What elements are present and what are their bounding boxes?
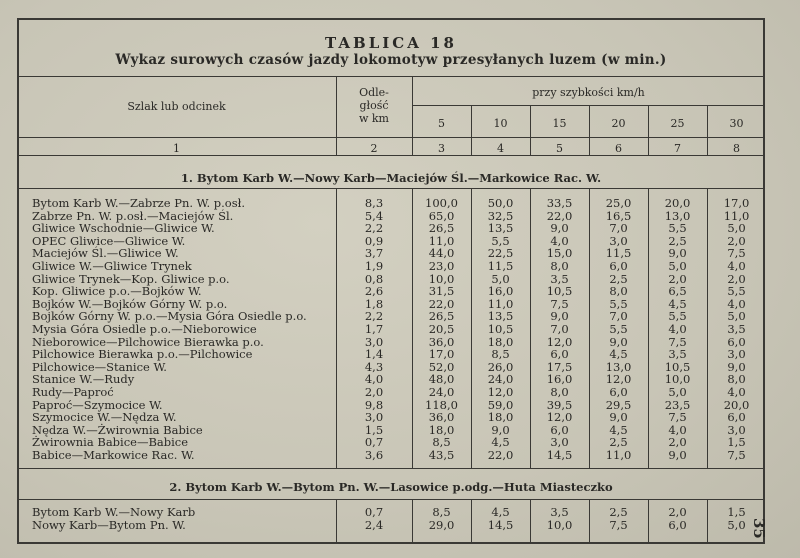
section1-row-time: 10,5 bbox=[664, 359, 691, 374]
section1-row-time: 32,5 bbox=[487, 208, 514, 223]
section1-row-distance: 3,7 bbox=[364, 246, 384, 261]
section1-row-time: 5,5 bbox=[727, 284, 746, 299]
section1-row-time: 13,0 bbox=[605, 359, 632, 374]
section1-row-distance: 1,4 bbox=[364, 347, 384, 362]
section1-row-time: 23,5 bbox=[664, 397, 691, 412]
section1-row-time: 9,0 bbox=[668, 246, 687, 261]
section1-row-time: 7,5 bbox=[727, 448, 746, 462]
section1-row-time: 10,5 bbox=[487, 322, 514, 336]
section1-row-time: 3,0 bbox=[550, 435, 569, 450]
column-number-4: 4 bbox=[497, 142, 504, 155]
section2-row-time: 1,5 bbox=[727, 505, 746, 519]
section1-row-time: 9,0 bbox=[491, 422, 510, 437]
section1-row-time: 4,0 bbox=[727, 385, 746, 399]
section2-row-time: 14,5 bbox=[487, 517, 514, 532]
section1-row-distance: 3,6 bbox=[364, 448, 384, 462]
section1-row-time: 24,0 bbox=[428, 385, 455, 399]
section2-row-time: 29,0 bbox=[428, 517, 455, 532]
section1-row-distance: 3,0 bbox=[364, 334, 384, 349]
section1-row-time: 4,0 bbox=[727, 259, 746, 273]
section1-row-time: 22,0 bbox=[487, 448, 514, 462]
section1-row-time: 118,0 bbox=[425, 397, 458, 412]
section1-row-time: 18,0 bbox=[428, 422, 455, 437]
section1-row-time: 44,0 bbox=[428, 246, 455, 261]
section1-row-time: 9,0 bbox=[727, 359, 746, 374]
section1-row-time: 4,0 bbox=[727, 296, 746, 311]
section1-row-time: 20,0 bbox=[664, 196, 691, 210]
section1-row-route: Rudy—Paproć bbox=[32, 385, 114, 399]
column-number-1: 1 bbox=[173, 142, 180, 155]
header-bottom-rule bbox=[17, 155, 765, 156]
section1-row-time: 22,0 bbox=[546, 208, 573, 223]
section1-row-time: 2,5 bbox=[668, 233, 687, 248]
section1-row-time: 6,0 bbox=[727, 334, 746, 349]
section1-row-time: 8,0 bbox=[550, 259, 569, 273]
header-distance-line-2: głość bbox=[359, 99, 389, 112]
section2-row-time: 2,5 bbox=[609, 505, 628, 519]
section1-row-time: 9,0 bbox=[668, 448, 687, 462]
speed-header-25: 25 bbox=[670, 117, 685, 130]
section1-row-time: 3,0 bbox=[609, 233, 628, 248]
section1-row-time: 17,0 bbox=[723, 196, 750, 210]
section1-row-time: 29,5 bbox=[605, 397, 632, 412]
section1-row-route: Bojków W.—Bojków Górny W. p.o. bbox=[32, 296, 228, 311]
section1-row-time: 5,5 bbox=[668, 221, 687, 236]
section1-row-time: 7,0 bbox=[609, 221, 628, 236]
section1-row-time: 11,5 bbox=[605, 246, 632, 261]
section1-row-time: 9,0 bbox=[609, 334, 628, 349]
section1-row-time: 25,0 bbox=[605, 196, 632, 210]
section1-row-route: Nieborowice—Pilchowice Bierawka p.o. bbox=[32, 334, 264, 349]
section1-row-time: 17,0 bbox=[428, 347, 455, 362]
section1-row-time: 22,0 bbox=[428, 296, 455, 311]
section2-row-distance: 0,7 bbox=[364, 505, 384, 519]
column-number-6: 6 bbox=[615, 142, 622, 155]
section1-rule bbox=[17, 188, 765, 189]
column-number-7: 7 bbox=[674, 142, 681, 155]
section1-row-time: 5,0 bbox=[491, 271, 510, 286]
section1-row-time: 12,0 bbox=[546, 410, 573, 425]
section1-row-route: Gliwice Trynek—Kop. Gliwice p.o. bbox=[32, 271, 230, 286]
section1-row-time: 7,5 bbox=[668, 410, 687, 425]
section1-row-time: 13,5 bbox=[487, 221, 514, 236]
section1-row-time: 10,5 bbox=[546, 284, 573, 299]
section1-row-time: 7,0 bbox=[550, 322, 569, 336]
section2-row-distance: 2,4 bbox=[364, 517, 384, 532]
section1-row-time: 8,5 bbox=[491, 347, 510, 362]
section1-row-route: Gliwice W.—Gliwice Trynek bbox=[32, 259, 192, 273]
section1-row-route: Bojków Górny W. p.o.—Mysia Góra Osiedle p.o. bbox=[32, 309, 307, 324]
section1-row-time: 48,0 bbox=[428, 372, 455, 387]
section1-row-time: 26,5 bbox=[428, 221, 455, 236]
speed-header-10: 10 bbox=[493, 117, 508, 130]
section1-row-time: 23,0 bbox=[428, 259, 455, 273]
section1-row-route: Bytom Karb W.—Zabrze Pn. W. p.osł. bbox=[32, 196, 246, 210]
section2-row-time: 7,5 bbox=[609, 517, 628, 532]
section1-row-distance: 9,8 bbox=[364, 397, 384, 412]
section1-row-time: 4,5 bbox=[609, 347, 628, 362]
speed-header-5: 5 bbox=[438, 117, 445, 130]
section1-row-time: 5,5 bbox=[668, 309, 687, 324]
column-number-3: 3 bbox=[438, 142, 445, 155]
section1-row-time: 24,0 bbox=[487, 372, 514, 387]
header-distance-line-1: Odle- bbox=[359, 86, 389, 99]
section1-row-route: Pilchowice—Stanice W. bbox=[32, 359, 167, 374]
section1-row-time: 59,0 bbox=[487, 397, 514, 412]
section1-row-time: 5,0 bbox=[727, 309, 746, 324]
section1-row-time: 12,0 bbox=[546, 334, 573, 349]
section1-row-time: 4,5 bbox=[609, 422, 628, 437]
section2-top-rule bbox=[17, 468, 765, 469]
section1-row-time: 6,0 bbox=[550, 422, 569, 437]
section1-row-time: 11,5 bbox=[487, 259, 514, 273]
section1-row-distance: 2,2 bbox=[364, 309, 384, 324]
section1-row-time: 4,5 bbox=[491, 435, 510, 450]
section1-row-time: 16,0 bbox=[546, 372, 573, 387]
section1-row-time: 17,5 bbox=[546, 359, 573, 374]
section2-row-time: 2,0 bbox=[668, 505, 687, 519]
section1-row-time: 26,0 bbox=[487, 359, 514, 374]
section1-row-time: 18,0 bbox=[487, 410, 514, 425]
table-subtitle: Wykaz surowych czasów jazdy lokomotyw przesyłanych luzem (w min.) bbox=[115, 52, 667, 68]
section1-row-time: 4,0 bbox=[668, 422, 687, 437]
section1-row-time: 6,5 bbox=[668, 284, 687, 299]
section2-row-time: 10,0 bbox=[546, 517, 573, 532]
section1-row-distance: 1,8 bbox=[364, 296, 384, 311]
header-distance bbox=[336, 86, 412, 125]
header-speed: przy szybkości km/h bbox=[532, 86, 645, 99]
speed-header-15: 15 bbox=[552, 117, 567, 130]
section1-row-time: 18,0 bbox=[487, 334, 514, 349]
section1-row-time: 10,0 bbox=[428, 271, 455, 286]
section1-row-time: 6,0 bbox=[727, 410, 746, 425]
section1-row-time: 12,0 bbox=[605, 372, 632, 387]
section1-row-time: 12,0 bbox=[487, 385, 514, 399]
section2-title: 2. Bytom Karb W.—Bytom Pn. W.—Lasowice p.odg.—Huta Miasteczko bbox=[169, 480, 613, 494]
section1-row-distance: 4,0 bbox=[364, 372, 384, 387]
section1-title: 1. Bytom Karb W.—Nowy Karb—Maciejów Śl.—Markowice Rac. W. bbox=[180, 171, 602, 185]
section1-row-time: 2,5 bbox=[609, 435, 628, 450]
section1-row-time: 6,0 bbox=[550, 347, 569, 362]
section1-row-time: 65,0 bbox=[428, 208, 455, 223]
section1-row-time: 11,0 bbox=[723, 208, 750, 223]
section1-row-distance: 5,4 bbox=[364, 208, 384, 223]
section1-row-route: Mysia Góra Osiedle p.o.—Nieborowice bbox=[32, 322, 257, 336]
section1-row-route: Gliwice Wschodnie—Gliwice W. bbox=[32, 221, 215, 236]
section1-row-time: 36,0 bbox=[428, 334, 455, 349]
section1-row-time: 1,5 bbox=[727, 435, 746, 450]
section1-row-time: 5,0 bbox=[668, 385, 687, 399]
section2-row-time: 5,0 bbox=[727, 517, 746, 532]
section1-row-distance: 0,8 bbox=[364, 271, 384, 286]
section1-row-time: 5,0 bbox=[727, 221, 746, 236]
header-distance-line-3: w km bbox=[358, 112, 389, 125]
section1-row-time: 36,0 bbox=[428, 410, 455, 425]
section2-rule bbox=[17, 499, 765, 500]
section2-row-time: 6,0 bbox=[668, 517, 687, 532]
header-route: Szlak lub odcinek bbox=[127, 100, 226, 113]
section1-row-distance: 2,2 bbox=[364, 221, 384, 236]
section2-row-time: 3,5 bbox=[550, 505, 569, 519]
section1-row-time: 6,0 bbox=[609, 259, 628, 273]
section1-row-time: 2,0 bbox=[727, 233, 746, 248]
section1-row-time: 5,0 bbox=[668, 259, 687, 273]
section1-row-time: 4,0 bbox=[550, 233, 569, 248]
section1-row-time: 16,5 bbox=[605, 208, 632, 223]
section1-row-time: 7,5 bbox=[668, 334, 687, 349]
section1-row-time: 6,0 bbox=[609, 385, 628, 399]
section1-row-time: 8,5 bbox=[432, 435, 451, 450]
section1-row-time: 11,0 bbox=[605, 448, 632, 462]
section1-row-time: 4,0 bbox=[668, 322, 687, 336]
section1-row-time: 22,5 bbox=[487, 246, 514, 261]
section1-row-time: 7,5 bbox=[727, 246, 746, 261]
header-top-rule bbox=[17, 76, 765, 77]
column-number-2: 2 bbox=[370, 142, 378, 155]
section1-row-time: 13,0 bbox=[664, 208, 691, 223]
section1-row-time: 100,0 bbox=[425, 196, 458, 210]
section1-row-time: 50,0 bbox=[487, 196, 514, 210]
section1-row-time: 31,5 bbox=[428, 284, 455, 299]
section1-row-time: 8,0 bbox=[727, 372, 746, 387]
section1-row-distance: 1,9 bbox=[364, 259, 384, 273]
section1-row-time: 2,0 bbox=[668, 435, 687, 450]
section1-row-time: 5,5 bbox=[491, 233, 510, 248]
section1-row-time: 3,0 bbox=[727, 347, 746, 362]
speed-header-20: 20 bbox=[611, 117, 626, 130]
section1-row-time: 9,0 bbox=[550, 221, 569, 236]
section1-row-time: 10,0 bbox=[664, 372, 691, 387]
section1-row-time: 26,5 bbox=[428, 309, 455, 324]
section1-row-route: OPEC Gliwice—Gliwice W. bbox=[32, 233, 186, 248]
section1-row-time: 7,0 bbox=[609, 309, 628, 324]
section1-row-time: 16,0 bbox=[487, 284, 514, 299]
section1-row-time: 11,0 bbox=[487, 296, 514, 311]
section1-row-distance: 2,0 bbox=[364, 385, 384, 399]
section1-row-time: 9,0 bbox=[609, 410, 628, 425]
section1-row-route: Stanice W.—Rudy bbox=[32, 372, 135, 387]
section1-row-time: 14,5 bbox=[546, 448, 573, 462]
section2-row-time: 4,5 bbox=[491, 505, 510, 519]
section1-row-distance: 0,9 bbox=[364, 233, 384, 248]
column-number-8: 8 bbox=[733, 142, 740, 155]
section1-row-distance: 1,5 bbox=[364, 422, 384, 437]
section1-row-time: 11,0 bbox=[428, 233, 455, 248]
section1-row-distance: 0,7 bbox=[364, 435, 384, 450]
section1-row-route: Szymocice W.—Nędza W. bbox=[32, 410, 177, 425]
section1-row-time: 3,0 bbox=[727, 422, 746, 437]
section1-row-time: 3,5 bbox=[727, 322, 746, 336]
section1-row-time: 2,0 bbox=[727, 271, 746, 286]
section1-row-time: 5,5 bbox=[609, 296, 628, 311]
title-block bbox=[17, 34, 765, 68]
section1-row-time: 4,5 bbox=[668, 296, 687, 311]
section1-row-distance: 2,6 bbox=[364, 284, 384, 299]
section1-row-time: 20,5 bbox=[428, 322, 455, 336]
section2-row-route: Bytom Karb W.—Nowy Karb bbox=[32, 505, 196, 519]
section1-row-time: 39,5 bbox=[546, 397, 573, 412]
section1-row-route: Żwirownia Babice—Babice bbox=[32, 435, 189, 450]
section2-row-time: 8,5 bbox=[432, 505, 451, 519]
table-title: TABLICA 18 bbox=[325, 34, 457, 52]
section1-row-time: 33,5 bbox=[546, 196, 573, 210]
colnum-rule bbox=[17, 137, 765, 138]
section1-row-time: 43,5 bbox=[428, 448, 455, 462]
section1-row-time: 9,0 bbox=[550, 309, 569, 324]
section1-row-time: 8,0 bbox=[609, 284, 628, 299]
section1-row-distance: 4,3 bbox=[364, 359, 384, 374]
section1-row-route: Kop. Gliwice p.o.—Bojków W. bbox=[32, 284, 202, 299]
section1-row-time: 2,5 bbox=[609, 271, 628, 286]
section2-row-route: Nowy Karb—Bytom Pn. W. bbox=[32, 517, 186, 532]
section1-row-route: Zabrze Pn. W. p.osł.—Maciejów Śl. bbox=[32, 208, 234, 223]
column-number-5: 5 bbox=[556, 142, 563, 155]
section1-row-time: 3,5 bbox=[550, 271, 569, 286]
section1-row-distance: 8,3 bbox=[364, 196, 384, 210]
page-number-text: 35 bbox=[750, 518, 768, 539]
section1-row-time: 8,0 bbox=[550, 385, 569, 399]
section1-row-time: 52,0 bbox=[428, 359, 455, 374]
section1-row-time: 20,0 bbox=[723, 397, 750, 412]
section1-row-route: Babice—Markowice Rac. W. bbox=[32, 448, 195, 462]
section1-row-time: 3,5 bbox=[668, 347, 687, 362]
speed-header-30: 30 bbox=[729, 117, 744, 130]
section1-row-route: Nędza W.—Żwirownia Babice bbox=[32, 422, 203, 437]
section1-row-time: 7,5 bbox=[550, 296, 569, 311]
section1-row-time: 15,0 bbox=[546, 246, 573, 261]
section1-row-distance: 1,7 bbox=[364, 322, 384, 336]
section1-row-route: Maciejów Śl.—Gliwice W. bbox=[32, 246, 179, 261]
section1-row-distance: 3,0 bbox=[364, 410, 384, 425]
section1-row-route: Pilchowice Bierawka p.o.—Pilchowice bbox=[32, 347, 253, 362]
page-number bbox=[750, 518, 768, 539]
section1-row-route: Paproć—Szymocice W. bbox=[32, 397, 163, 412]
section1-row-time: 2,0 bbox=[668, 271, 687, 286]
section1-row-time: 13,5 bbox=[487, 309, 514, 324]
section1-row-time: 5,5 bbox=[609, 322, 628, 336]
